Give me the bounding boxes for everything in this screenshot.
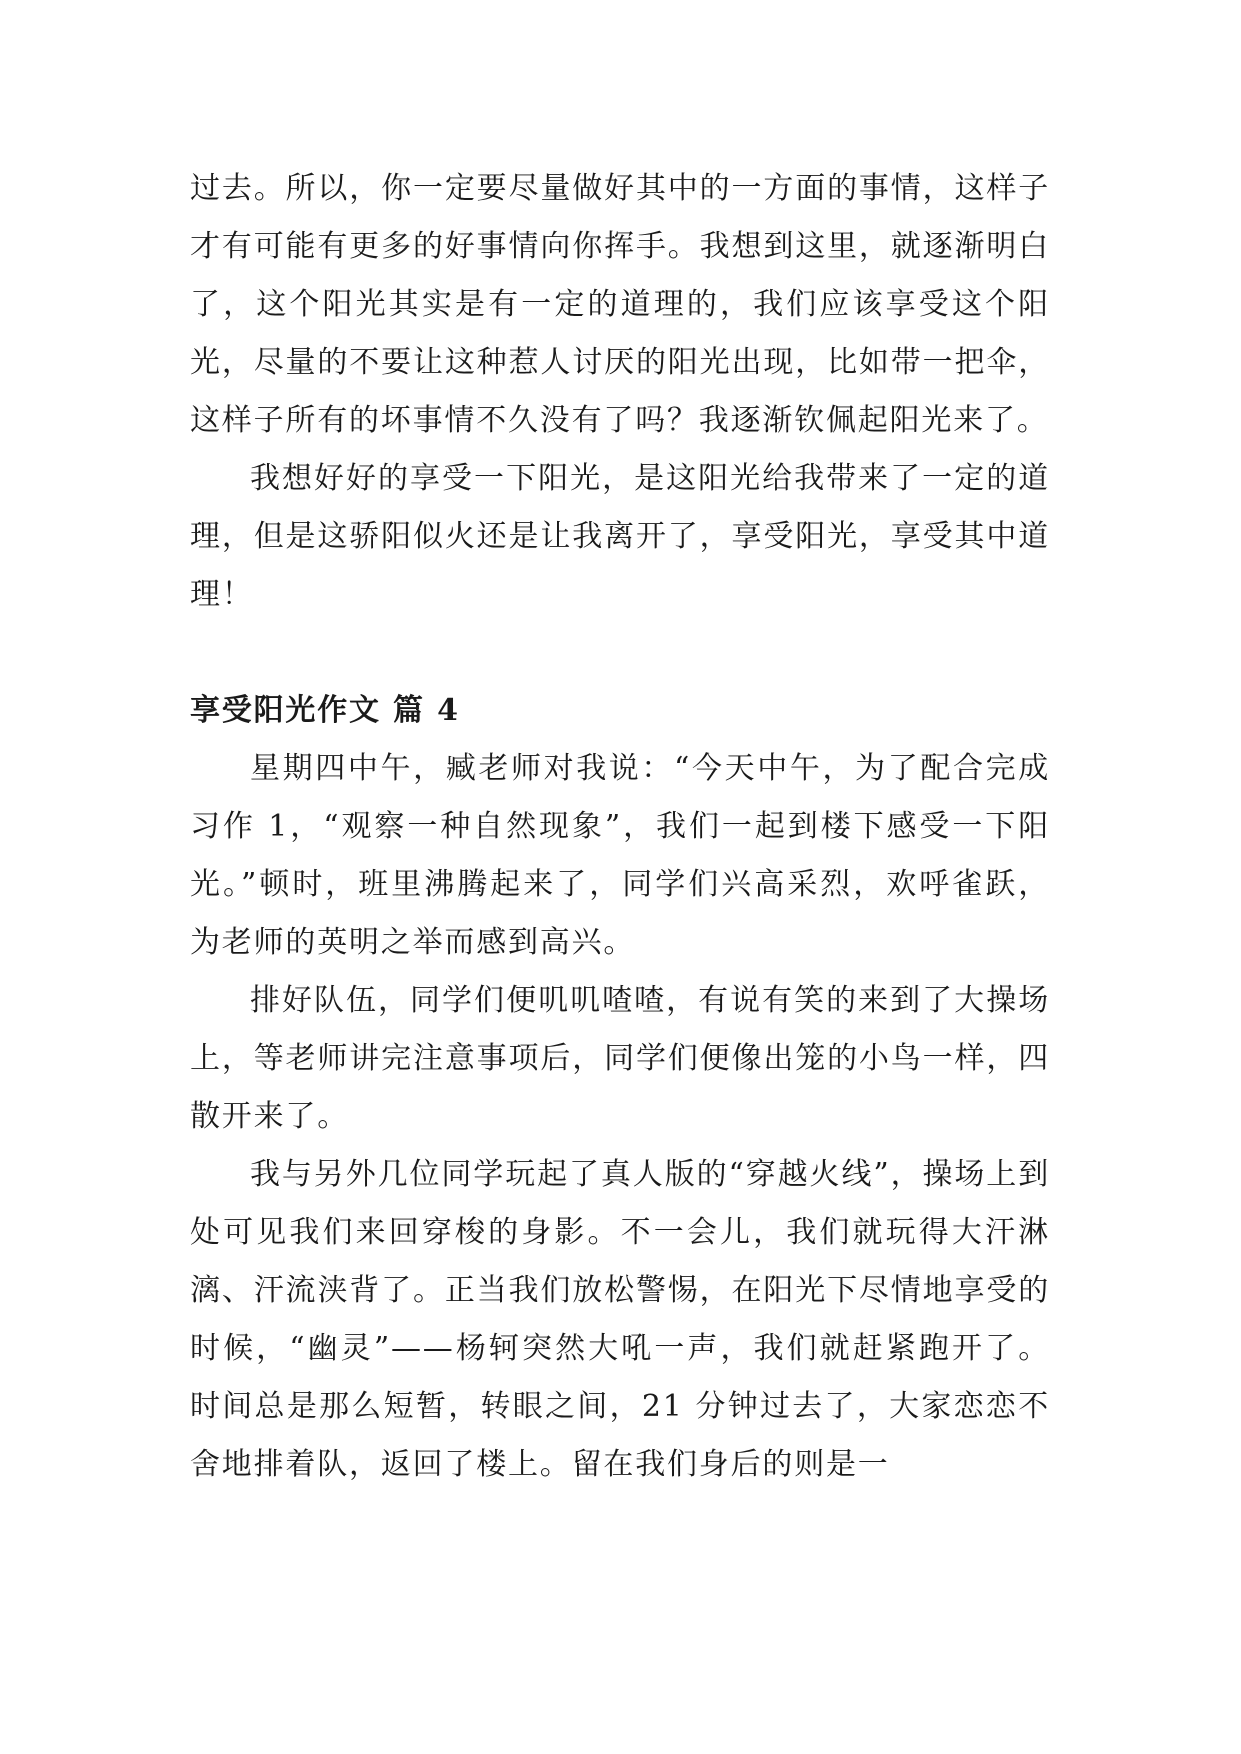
paragraph-3: 我与另外几位同学玩起了真人版的“穿越火线”，操场上到处可见我们来回穿梭的身影。不一会儿，我们就玩得大汗淋漓、汗流浃背了。正当我们放松警惕，在阳光下尽情地享受的时候，“幽灵”——杨轲突然大吼一声，我们就赶紧跑开了。时间总是那么短暂，转眼之间，21 分钟过去了，大家恋恋不舍地排着队，返回了楼上。留在我们身后的则是一 xyxy=(190,1157,1050,1482)
section-spacer xyxy=(190,624,1050,682)
paragraph-1: 星期四中午，臧老师对我说：“今天中午，为了配合完成习作 1，“观察一种自然现象”，我们一起到楼下感受一下阳光。”顿时，班里沸腾起来了，同学们兴高采烈，欢呼雀跃，为老师的英明之举而感到高兴。 xyxy=(190,751,1050,960)
paragraph-conclusion: 我想好好的享受一下阳光，是这阳光给我带来了一定的道理，但是这骄阳似火还是让我离开了，享受阳光，享受其中道理！ xyxy=(190,461,1050,612)
paragraph-2: 排好队伍，同学们便叽叽喳喳，有说有笑的来到了大操场上，等老师讲完注意事项后，同学们便像出笼的小鸟一样，四散开来了。 xyxy=(190,983,1050,1134)
paragraph-continuation: 过去。所以，你一定要尽量做好其中的一方面的事情，这样子才有可能有更多的好事情向你挥手。我想到这里，就逐渐明白了，这个阳光其实是有一定的道理的，我们应该享受这个阳光，尽量的不要让这种惹人讨厌的阳光出现，比如带一把伞，这样子所有的坏事情不久没有了吗？我逐渐钦佩起阳光来了。 xyxy=(190,171,1050,438)
section-heading: 享受阳光作文 篇 4 xyxy=(190,693,460,728)
document-page xyxy=(190,160,1050,1494)
